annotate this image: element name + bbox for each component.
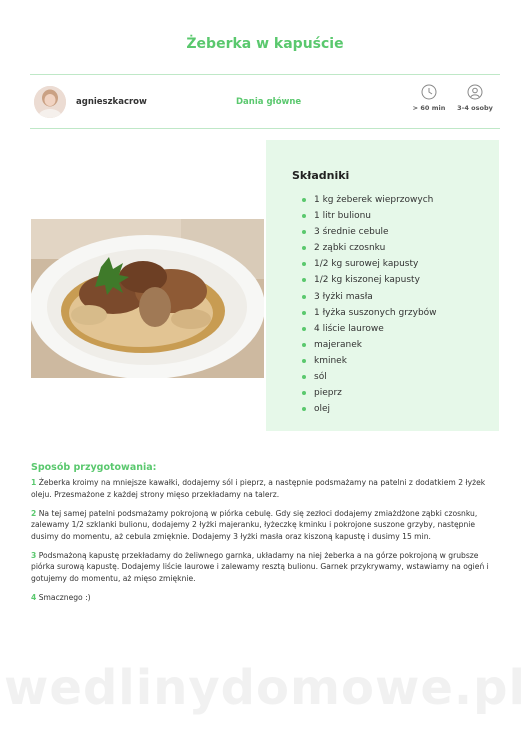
ingredient-item: majeranek [314,337,437,353]
ingredient-item: 2 ząbki czosnku [314,240,437,256]
header-divider-top [30,74,500,75]
ingredient-item: kminek [314,353,437,369]
method-step [31,550,501,585]
ingredient-item: 3 łyżki masła [314,289,437,305]
step-number: 1 [31,478,37,487]
ingredients-list [314,192,437,417]
method-steps [31,477,501,611]
cook-time-label: > 60 min [412,104,446,112]
step-text: Żeberka kroimy na mniejsze kawałki, dodajemy sól i pieprz, a następnie podsmażamy na patelni z dodatkiem 2 łyżek oleju. Przesmażone z każdej strony mięso przekładamy na talerz. [31,478,486,499]
ingredient-item: pieprz [314,385,437,401]
method-heading: Sposób przygotowania: [31,462,157,473]
method-step [31,477,501,500]
recipe-category[interactable]: Dania główne [236,97,302,107]
site-watermark: wedlinydomowe.pl [4,660,526,716]
recipe-title: Żeberka w kapuście [186,36,344,52]
ingredient-item: 1 litr bulionu [314,208,437,224]
step-text: Podsmażoną kapustę przekładamy do żeliwnego garnka, układamy na niej żeberka a na górze pokrojoną w grubsze piórka surową kapustę. Dodajemy liście laurowe i zalewamy resztą bulionu. Garnek przykrywamy, wstawiamy na ogień i gotujemy do momentu, aż mięso zmięknie. [31,550,489,583]
dish-photo [31,219,264,378]
step-number: 3 [31,550,37,560]
cook-time [412,84,446,112]
ingredients-heading: Składniki [292,169,350,182]
ingredient-item: 1/2 kg kiszonej kapusty [314,272,437,288]
header-divider-bottom [30,128,500,129]
author-avatar[interactable] [34,86,66,118]
ingredient-item: 1/2 kg surowej kapusty [314,256,437,272]
ingredient-item: sól [314,369,437,385]
ingredient-item: 4 liście laurowe [314,321,437,337]
step-text: Smacznego :) [38,592,91,602]
user-icon [467,84,483,100]
method-step [31,592,501,604]
ingredient-item: 1 łyżka suszonych grzybów [314,305,437,321]
step-number: 2 [31,508,37,518]
ingredients-panel [266,140,499,431]
servings [452,84,498,112]
ingredient-item: 3 średnie cebule [314,224,437,240]
servings-label: 3-4 osoby [457,104,493,112]
author-name[interactable]: agnieszkacrow [76,97,147,107]
step-number: 4 [31,592,37,602]
ingredient-item: olej [314,401,437,417]
clock-icon [421,84,437,100]
method-step [31,508,501,543]
step-text: Na tej samej patelni podsmażamy pokrojoną w piórka cebulę. Gdy się zezłoci dodajemy zmiażdżone ząbki czosnku, zalewamy 1/2 szklanki bulionu, dodajemy 2 łyżki majeranku, łyżeczkę kminku i pokrojone suszone grzyby, następnie dusimy do momentu, aż cebula zmięknie. Dodajemy 3 łyżki masła oraz kiszoną kapustę i dusimy 15 min. [31,508,478,541]
ingredient-item: 1 kg żeberek wieprzowych [314,192,437,208]
